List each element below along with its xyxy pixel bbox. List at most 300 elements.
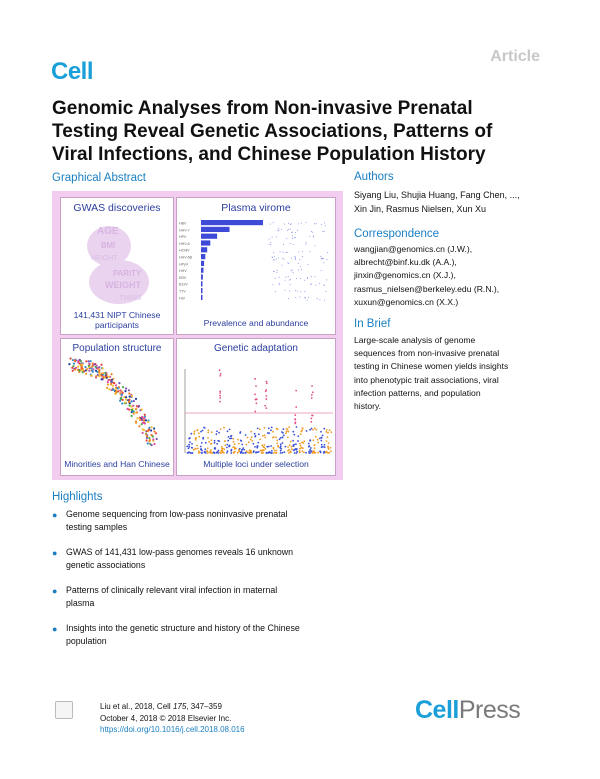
selection-peak-point (219, 395, 221, 397)
manhattan-point (281, 452, 283, 454)
abundance-point (300, 291, 301, 292)
manhattan-point (257, 442, 259, 444)
email-link[interactable]: jinxin@genomics.cn (X.J.), (354, 270, 456, 281)
abundance-point (300, 266, 301, 267)
manhattan-point (309, 439, 311, 441)
manhattan-point (240, 452, 242, 454)
abundance-point (288, 276, 289, 277)
manhattan-point (268, 446, 270, 448)
graphical-abstract-heading: Graphical Abstract (52, 172, 146, 184)
selection-peak-point (311, 397, 313, 399)
virome-panel-title: Plasma virome (221, 202, 291, 214)
selection-peak-point (264, 405, 266, 407)
manhattan-point (259, 428, 261, 430)
abundance-point (308, 264, 309, 265)
virome-bar (201, 288, 203, 293)
manhattan-point (224, 440, 226, 442)
manhattan-point (210, 439, 212, 441)
virome-panel (176, 197, 336, 335)
population-panel-title: Population structure (72, 343, 162, 354)
manhattan-point (262, 452, 264, 454)
pca-point (128, 392, 130, 394)
bullet-icon: ● (52, 624, 58, 634)
caption-line: 141,431 NIPT Chinese (73, 310, 161, 320)
manhattan-point (293, 434, 295, 436)
abundance-point (287, 262, 288, 263)
pca-point (141, 408, 143, 410)
selection-peak-point (294, 419, 296, 421)
manhattan-point (285, 432, 287, 434)
selection-peak-point (266, 381, 268, 383)
manhattan-point (255, 451, 257, 453)
abundance-point (313, 236, 314, 237)
selection-peak-point (312, 391, 314, 393)
manhattan-point (311, 428, 313, 430)
manhattan-point (325, 452, 327, 454)
abundance-point (287, 230, 288, 231)
citation (100, 701, 245, 736)
manhattan-point (188, 444, 190, 446)
abundance-point (290, 284, 291, 285)
manhattan-point (300, 445, 302, 447)
manhattan-point (302, 427, 304, 429)
manhattan-point (204, 451, 206, 453)
abundance-point (278, 257, 279, 258)
manhattan-point (329, 429, 331, 431)
manhattan-point (326, 440, 328, 442)
pca-point (128, 401, 130, 403)
manhattan-point (276, 452, 278, 454)
manhattan-point (208, 429, 210, 431)
pca-point (149, 443, 151, 445)
pca-point (128, 389, 130, 391)
manhattan-point (247, 437, 249, 439)
doi-link[interactable]: https://doi.org/10.1016/j.cell.2018.08.016 (100, 725, 245, 734)
pca-point (88, 360, 90, 362)
abundance-point (295, 258, 296, 259)
manhattan-point (317, 442, 319, 444)
manhattan-point (330, 450, 332, 452)
email-link[interactable]: albrecht@binf.ku.dk (A.A.), (354, 257, 457, 268)
virome-bar-label: HPyV (179, 262, 189, 267)
abundance-point (289, 290, 290, 291)
manhattan-point (246, 450, 248, 452)
manhattan-point (302, 447, 304, 449)
virome-bar-label: TTV (179, 289, 186, 294)
manhattan-point (241, 449, 243, 451)
manhattan-point (309, 429, 311, 431)
manhattan-point (273, 448, 275, 450)
pca-point (133, 400, 135, 402)
abundance-point (291, 258, 292, 259)
manhattan-point (218, 432, 220, 434)
pca-point (143, 417, 145, 419)
virome-bar-label: B19V (179, 282, 188, 287)
manhattan-point (280, 452, 282, 454)
journal-cover-icon (55, 701, 73, 719)
manhattan-point (315, 436, 317, 438)
manhattan-point (267, 432, 269, 434)
manhattan-point (253, 443, 255, 445)
virome-bar-label: HHV (179, 269, 187, 274)
pca-point (85, 373, 87, 375)
selection-peak-point (254, 378, 256, 380)
abundance-point (278, 228, 279, 229)
manhattan-point (328, 442, 330, 444)
abundance-point (324, 300, 325, 301)
virome-bar (201, 295, 203, 300)
manhattan-point (308, 443, 310, 445)
manhattan-point (238, 443, 240, 445)
selection-peak-point (254, 411, 256, 413)
manhattan-point (216, 433, 218, 435)
abundance-point (324, 222, 325, 223)
manhattan-point (190, 433, 192, 435)
manhattan-point (264, 444, 266, 446)
pca-point (120, 398, 122, 400)
journal-logo: Cell (51, 58, 94, 85)
word-cloud-term: BMI (101, 241, 116, 250)
selection-peak-point (219, 392, 221, 394)
pca-point (150, 429, 152, 431)
manhattan-point (234, 446, 236, 448)
manhattan-point (314, 428, 316, 430)
manhattan-point (279, 438, 281, 440)
manhattan-point (281, 431, 283, 433)
virome-bar-label: HIV (179, 296, 185, 301)
abundance-point (281, 265, 282, 266)
manhattan-point (204, 448, 206, 450)
manhattan-point (258, 451, 260, 453)
manhattan-point (297, 435, 299, 437)
manhattan-point (222, 448, 224, 450)
manhattan-point (319, 438, 321, 440)
manhattan-point (226, 447, 228, 449)
manhattan-point (261, 452, 263, 454)
manhattan-point (201, 450, 203, 452)
manhattan-plot (177, 357, 335, 457)
pca-point (77, 366, 79, 368)
abundance-point (319, 283, 320, 284)
manhattan-point (188, 448, 190, 450)
pca-point (86, 368, 88, 370)
abundance-point (320, 256, 321, 257)
citation-prefix: Liu et al., 2018, Cell (100, 702, 173, 711)
pca-point (106, 387, 108, 389)
manhattan-point (303, 440, 305, 442)
selection-peak-point (265, 390, 267, 392)
bullet-icon: ● (52, 586, 58, 596)
manhattan-point (324, 444, 326, 446)
manhattan-point (312, 450, 314, 452)
pca-point (98, 374, 100, 376)
manhattan-point (197, 448, 199, 450)
virome-chart (177, 216, 335, 316)
manhattan-point (288, 452, 290, 454)
manhattan-point (271, 450, 273, 452)
authors-line: Siyang Liu, Shujia Huang, Fang Chen, ..., (354, 190, 520, 200)
abundance-point (310, 284, 311, 285)
email-link[interactable]: xuxun@genomics.cn (X.X.) (354, 296, 459, 307)
brief-line: Large-scale analysis of genome (354, 335, 476, 345)
manhattan-point (198, 450, 200, 452)
logo-part: Cell (415, 696, 459, 724)
abundance-point (325, 291, 326, 292)
selection-peak-point (219, 391, 221, 393)
manhattan-point (273, 436, 275, 438)
manhattan-point (317, 439, 319, 441)
pca-point (153, 430, 155, 432)
abundance-point (314, 245, 315, 246)
manhattan-point (214, 440, 216, 442)
manhattan-point (321, 437, 323, 439)
manhattan-point (319, 451, 321, 453)
manhattan-point (207, 452, 209, 454)
pca-point (95, 370, 97, 372)
abundance-point (298, 269, 299, 270)
abundance-point (302, 251, 303, 252)
manhattan-point (283, 451, 285, 453)
selection-peak-point (219, 397, 221, 399)
manhattan-point (201, 452, 203, 454)
manhattan-point (290, 450, 292, 452)
authors-heading: Authors (354, 171, 394, 183)
pca-point (112, 385, 114, 387)
pca-point (111, 381, 113, 383)
gwas-word-cloud (61, 216, 173, 308)
manhattan-point (293, 449, 295, 451)
email-link[interactable]: wangjian@genomics.cn (J.W.), (354, 244, 473, 254)
selection-peak-point (295, 406, 297, 408)
manhattan-point (275, 437, 277, 439)
pca-point (111, 373, 113, 375)
manhattan-point (194, 430, 196, 432)
virome-bar (201, 220, 263, 225)
abundance-point (316, 223, 317, 224)
abundance-point (326, 279, 327, 280)
citation-line-1 (100, 701, 245, 713)
manhattan-point (262, 435, 264, 437)
highlight-line: plasma (66, 598, 95, 608)
pca-point (129, 404, 131, 406)
selection-peak-point (266, 382, 268, 384)
manhattan-point (328, 452, 330, 454)
manhattan-point (282, 436, 284, 438)
abundance-point (280, 251, 281, 252)
pca-point (142, 432, 144, 434)
manhattan-point (263, 447, 265, 449)
manhattan-point (291, 448, 293, 450)
manhattan-point (264, 427, 266, 429)
abundance-point (278, 230, 279, 231)
virome-bar-label: EBV (179, 275, 187, 280)
title-line: Testing Reveal Genetic Associations, Patterns of (52, 121, 493, 142)
selection-peak-point (265, 395, 267, 397)
manhattan-point (257, 445, 259, 447)
manhattan-point (285, 446, 287, 448)
manhattan-point (195, 439, 197, 441)
manhattan-point (251, 440, 253, 442)
manhattan-point (287, 429, 289, 431)
correspondence-heading: Correspondence (354, 228, 440, 240)
abundance-point (321, 270, 322, 271)
abundance-point (291, 270, 292, 271)
pca-point (151, 426, 153, 428)
manhattan-point (271, 452, 273, 454)
abundance-point (276, 236, 277, 237)
pca-point (121, 394, 123, 396)
manhattan-point (322, 446, 324, 448)
manhattan-point (276, 443, 278, 445)
pca-point (144, 414, 146, 416)
abundance-point (273, 222, 274, 223)
manhattan-point (245, 452, 247, 454)
pca-point (105, 376, 107, 378)
abundance-point (273, 252, 274, 253)
abundance-point (279, 284, 280, 285)
manhattan-point (250, 439, 252, 441)
citation-line-2: October 4, 2018 © 2018 Elsevier Inc. (100, 713, 232, 723)
selection-peak-point (295, 390, 297, 392)
manhattan-point (217, 440, 219, 442)
pca-point (136, 405, 138, 407)
abundance-point (295, 257, 296, 258)
abundance-point (269, 238, 270, 239)
abundance-point (307, 300, 308, 301)
abundance-point (308, 297, 309, 298)
manhattan-point (193, 432, 195, 434)
virome-bar-label: HHV-6 (179, 241, 190, 246)
manhattan-point (188, 438, 190, 440)
article-type-label: Article (490, 48, 540, 65)
abundance-point (272, 257, 273, 258)
abundance-point (299, 259, 300, 260)
manhattan-point (254, 446, 256, 448)
pca-point (88, 363, 90, 365)
virome-bar-label: HCMV (179, 248, 190, 253)
manhattan-point (210, 451, 212, 453)
manhattan-point (239, 432, 241, 434)
manhattan-point (230, 450, 232, 452)
manhattan-point (191, 443, 193, 445)
abundance-point (291, 223, 292, 224)
brief-line: into phenotypic trait associations, viral (354, 374, 499, 385)
manhattan-point (301, 430, 303, 432)
pca-point (138, 405, 140, 407)
manhattan-point (322, 435, 324, 437)
manhattan-point (293, 444, 295, 446)
manhattan-point (311, 451, 313, 453)
abundance-point (284, 223, 285, 224)
abundance-point (297, 290, 298, 291)
pca-point (108, 388, 110, 390)
manhattan-point (251, 436, 253, 438)
pca-point (98, 372, 100, 374)
manhattan-point (207, 432, 209, 434)
manhattan-point (245, 434, 247, 436)
manhattan-point (230, 452, 232, 454)
abundance-point (297, 230, 298, 231)
abundance-point (304, 297, 305, 298)
pca-point (91, 374, 93, 376)
pca-point (148, 437, 150, 439)
selection-peak-point (255, 385, 257, 387)
manhattan-point (280, 450, 282, 452)
abundance-point (273, 284, 274, 285)
pca-point (74, 368, 76, 370)
highlight-line: testing samples (66, 522, 128, 532)
abundance-point (295, 290, 296, 291)
abundance-point (273, 259, 274, 260)
pca-point (68, 363, 70, 365)
virome-panel-caption: Prevalence and abundance (203, 318, 309, 328)
abundance-point (315, 285, 316, 286)
pca-point (147, 421, 149, 423)
manhattan-point (312, 439, 314, 441)
adaptation-panel-title: Genetic adaptation (214, 343, 298, 354)
manhattan-point (282, 442, 284, 444)
abundance-point (298, 263, 299, 264)
pca-point (107, 381, 109, 383)
manhattan-point (260, 450, 262, 452)
pca-point (73, 363, 75, 365)
manhattan-point (202, 430, 204, 432)
abundance-point (286, 238, 287, 239)
virome-bar (201, 240, 210, 245)
manhattan-point (232, 438, 234, 440)
manhattan-point (287, 450, 289, 452)
pca-point (118, 382, 120, 384)
manhattan-point (243, 449, 245, 451)
pca-point (138, 425, 140, 427)
pca-point (96, 367, 98, 369)
manhattan-point (228, 436, 230, 438)
pca-point (146, 435, 148, 437)
manhattan-point (240, 440, 242, 442)
pca-point (128, 409, 130, 411)
pca-point (135, 398, 137, 400)
manhattan-point (198, 452, 200, 454)
pca-point (102, 376, 104, 378)
manhattan-point (299, 448, 301, 450)
manhattan-point (270, 429, 272, 431)
manhattan-point (253, 450, 255, 452)
abundance-point (288, 298, 289, 299)
manhattan-point (222, 451, 224, 453)
pca-point (79, 359, 81, 361)
abundance-point (309, 251, 310, 252)
manhattan-point (315, 429, 317, 431)
pca-point (100, 364, 102, 366)
manhattan-point (286, 431, 288, 433)
abundance-point (285, 280, 286, 281)
manhattan-point (261, 444, 263, 446)
manhattan-point (314, 447, 316, 449)
abundance-point (270, 242, 271, 243)
abundance-point (299, 296, 300, 297)
highlight-line: Patterns of clinically relevant viral infection in maternal (66, 585, 278, 595)
manhattan-point (254, 436, 256, 438)
email-link[interactable]: rasmus_nielsen@berkeley.edu (R.N.), (354, 283, 500, 294)
highlight-line: genetic associations (66, 560, 146, 570)
word-cloud-term: HEIGHT (91, 255, 118, 262)
manhattan-point (323, 451, 325, 453)
abundance-point (284, 259, 285, 260)
abundance-point (294, 237, 295, 238)
manhattan-point (216, 443, 218, 445)
manhattan-point (264, 437, 266, 439)
manhattan-point (324, 446, 326, 448)
